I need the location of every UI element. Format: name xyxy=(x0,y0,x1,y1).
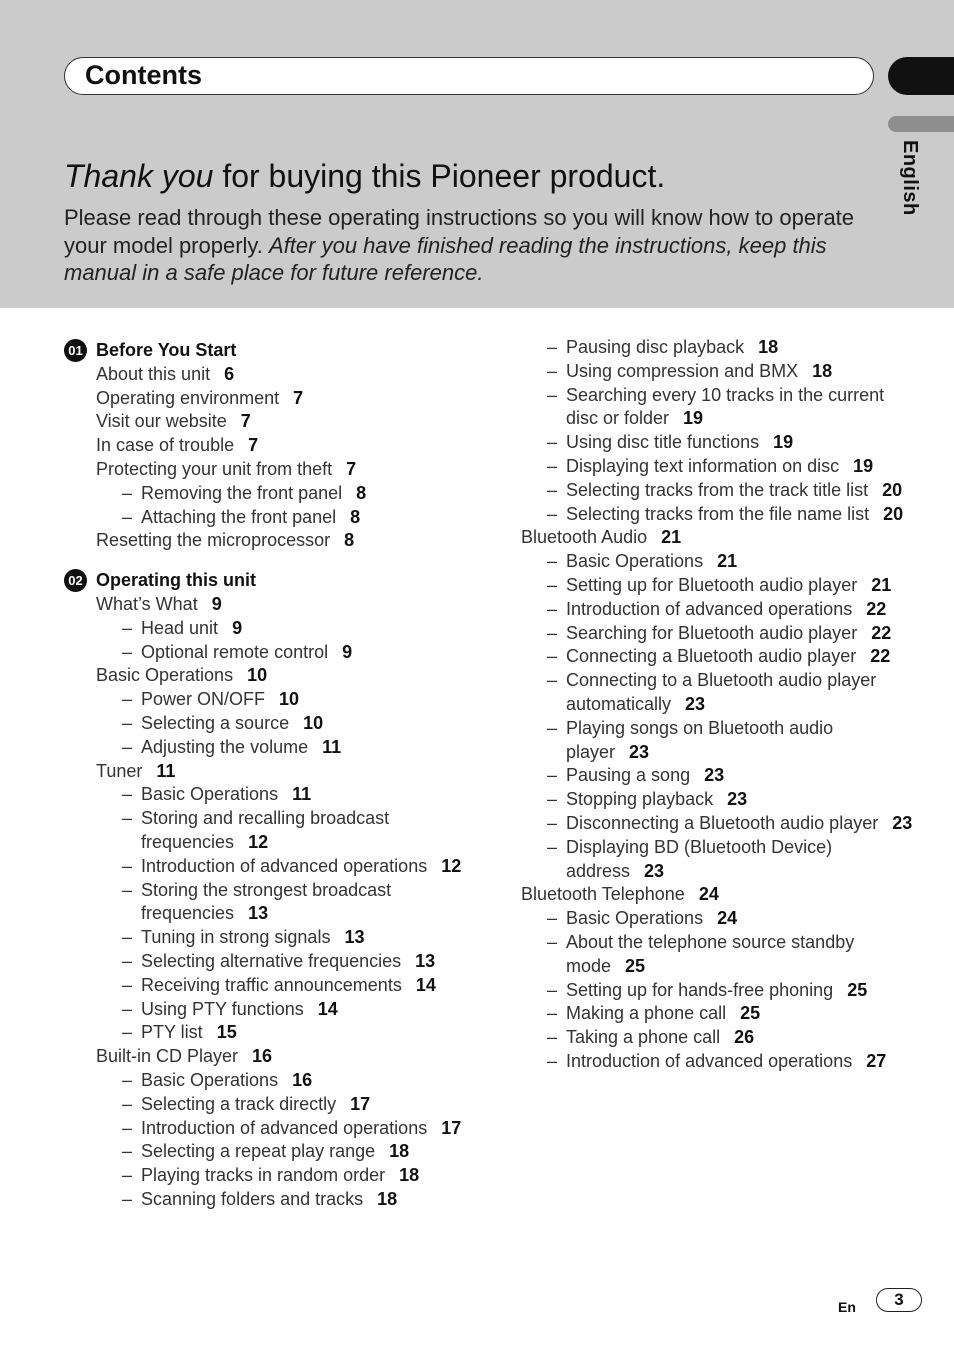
toc-entry[interactable] xyxy=(96,458,516,482)
toc-entry-title: Bluetooth Audio xyxy=(521,527,648,548)
toc-dash: – xyxy=(547,717,558,738)
toc-entry-title: Playing tracks in random order xyxy=(141,1165,386,1186)
toc-page-number: 11 xyxy=(322,736,342,757)
toc-page-number: 19 xyxy=(773,432,794,453)
toc-page-number: 16 xyxy=(252,1046,273,1067)
toc-dash: – xyxy=(122,482,133,503)
toc-entry[interactable] xyxy=(96,760,516,784)
toc-entry-title: Adjusting the volume xyxy=(141,736,309,757)
toc-entry-title: Selecting alternative frequencies xyxy=(141,950,402,971)
toc-dash: – xyxy=(122,998,133,1019)
toc-column-left xyxy=(68,339,516,1212)
toc-dash: – xyxy=(547,384,558,405)
toc-entry[interactable] xyxy=(96,410,516,434)
toc-column-right xyxy=(521,336,921,1074)
toc-page-number: 10 xyxy=(279,689,300,710)
toc-page-number: 26 xyxy=(734,1027,755,1048)
toc-entry[interactable] xyxy=(521,526,921,550)
language-label: English xyxy=(899,140,921,216)
toc-dash: – xyxy=(122,1141,133,1162)
toc-page-number: 25 xyxy=(847,979,868,1000)
toc-page-number: 18 xyxy=(377,1188,398,1209)
toc-dash: – xyxy=(122,974,133,995)
toc-entry[interactable] xyxy=(96,363,516,387)
toc-page-number: 10 xyxy=(247,665,268,686)
toc-page-number: 8 xyxy=(356,482,367,503)
toc-entry[interactable] xyxy=(521,360,921,384)
toc-entry-title: Introduction of advanced operations xyxy=(141,1117,428,1138)
toc-page-number: 23 xyxy=(685,693,706,714)
toc-entry[interactable] xyxy=(521,907,921,931)
toc-entry[interactable] xyxy=(521,503,921,527)
toc-dash: – xyxy=(547,670,558,691)
page-headline xyxy=(64,158,665,195)
toc-entry-title: Searching every 10 tracks in the current disc or folder xyxy=(566,384,885,429)
toc-dash: – xyxy=(547,979,558,1000)
toc-entry[interactable] xyxy=(521,836,921,884)
toc-dash: – xyxy=(122,617,133,638)
toc-entry-title: Operating environment xyxy=(96,387,280,408)
toc-entry[interactable] xyxy=(96,1117,516,1141)
headline-emphasis: Thank you xyxy=(64,158,214,194)
toc-page-number: 9 xyxy=(211,593,222,614)
toc-page-number: 14 xyxy=(415,974,436,995)
toc-entry[interactable] xyxy=(96,736,516,760)
toc-entry-title: Using compression and BMX xyxy=(566,360,799,381)
toc-entry-title: Introduction of advanced operations xyxy=(141,855,428,876)
toc-page-number: 20 xyxy=(882,479,903,500)
toc-entry[interactable] xyxy=(96,593,516,617)
toc-entry[interactable] xyxy=(96,879,516,927)
toc-entry[interactable] xyxy=(96,998,516,1022)
toc-page-number: 21 xyxy=(717,551,738,572)
toc-entry[interactable] xyxy=(521,812,921,836)
contents-title: Contents xyxy=(85,60,202,90)
toc-dash: – xyxy=(122,950,133,971)
toc-entry[interactable] xyxy=(96,1140,516,1164)
toc-entry-title: About this unit xyxy=(96,363,211,384)
toc-dash: – xyxy=(122,1188,133,1209)
toc-page-number: 13 xyxy=(344,927,365,948)
toc-dash: – xyxy=(547,1003,558,1024)
toc-entry[interactable] xyxy=(521,455,921,479)
toc-page-number: 24 xyxy=(717,908,738,929)
page-number: 3 xyxy=(876,1288,922,1312)
toc-page-number: 17 xyxy=(441,1117,462,1138)
toc-page-number: 23 xyxy=(704,765,725,786)
toc-page-number: 23 xyxy=(892,812,913,833)
toc-entry-title: Basic Operations xyxy=(96,665,234,686)
toc-page-number: 18 xyxy=(389,1141,410,1162)
toc-dash: – xyxy=(547,646,558,667)
toc-entry[interactable] xyxy=(96,434,516,458)
toc-page-number: 25 xyxy=(625,955,646,976)
toc-page-number: 11 xyxy=(156,760,176,781)
toc-entry-title: Storing and recalling broadcast frequencies xyxy=(141,808,390,852)
toc-page-number: 25 xyxy=(740,1003,761,1024)
toc-entry[interactable] xyxy=(96,482,516,506)
toc-page-number: 22 xyxy=(866,598,887,619)
toc-entry[interactable] xyxy=(96,926,516,950)
toc-entry[interactable] xyxy=(521,598,921,622)
toc-entry-title: Basic Operations xyxy=(566,551,704,572)
toc-entry-title: Protecting your unit from theft xyxy=(96,458,333,479)
contents-header xyxy=(64,57,874,95)
toc-entry[interactable] xyxy=(521,1002,921,1026)
toc-dash: – xyxy=(547,812,558,833)
toc-gap xyxy=(96,553,516,569)
toc-entry[interactable] xyxy=(521,622,921,646)
toc-page-number: 18 xyxy=(812,360,833,381)
toc-dash: – xyxy=(547,622,558,643)
toc-entry[interactable] xyxy=(521,979,921,1003)
toc-entry[interactable] xyxy=(96,1164,516,1188)
toc-entry-title: Optional remote control xyxy=(141,641,329,662)
intro-emphasis: After you have finished reading the instructions, keep this manual in a safe place for future reference. xyxy=(64,232,827,285)
section-number-badge: 01 xyxy=(64,339,87,362)
toc-dash: – xyxy=(122,1069,133,1090)
toc-entry[interactable] xyxy=(96,387,516,411)
toc-entry-title: Connecting a Bluetooth audio player xyxy=(566,646,857,667)
intro-plain: Please read through these operating instructions so you will know how to operate your model properly. xyxy=(64,205,855,258)
toc-entry[interactable] xyxy=(96,950,516,974)
toc-entry-title: Setting up for hands-free phoning xyxy=(566,979,834,1000)
toc-entry[interactable] xyxy=(521,1050,921,1074)
toc-entry[interactable] xyxy=(96,855,516,879)
toc-entry-title: Tuning in strong signals xyxy=(141,927,331,948)
toc-page-number: 9 xyxy=(232,617,243,638)
toc-dash: – xyxy=(547,503,558,524)
toc-entry-title: Storing the strongest broadcast frequencies xyxy=(141,879,392,924)
toc-entry[interactable] xyxy=(521,550,921,574)
toc-entry[interactable] xyxy=(521,931,921,979)
footer-language-code: En xyxy=(838,1299,856,1315)
toc-entry[interactable] xyxy=(521,431,921,455)
headline-rest: for buying this Pioneer product. xyxy=(213,158,666,194)
section-tab-marker xyxy=(888,57,954,95)
toc-page-number: 19 xyxy=(853,455,874,476)
toc-page-number: 23 xyxy=(629,741,650,762)
toc-page-number: 23 xyxy=(727,789,748,810)
toc-entry[interactable] xyxy=(96,664,516,688)
toc-entry-title: Introduction of advanced operations xyxy=(566,598,853,619)
toc-dash: – xyxy=(122,641,133,662)
toc-entry[interactable] xyxy=(96,506,516,530)
toc-entry-title: Basic Operations xyxy=(566,908,704,929)
toc-page-number: 8 xyxy=(344,530,355,551)
toc-page-number: 7 xyxy=(293,387,304,408)
toc-entry[interactable] xyxy=(521,669,921,717)
toc-entry[interactable] xyxy=(96,641,516,665)
toc-dash: – xyxy=(547,1050,558,1071)
toc-page-number: 8 xyxy=(350,506,361,527)
language-tab-marker xyxy=(888,116,954,132)
toc-dash: – xyxy=(122,784,133,805)
toc-entry[interactable] xyxy=(96,1021,516,1045)
toc-entry[interactable] xyxy=(96,1093,516,1117)
toc-page-number: 20 xyxy=(883,503,904,524)
toc-entry-title: Resetting the microprocessor xyxy=(96,530,331,551)
toc-entry[interactable] xyxy=(521,479,921,503)
toc-entry-title: Operating this unit xyxy=(96,570,256,591)
toc-entry[interactable] xyxy=(521,883,921,907)
toc-entry-title: Head unit xyxy=(141,617,219,638)
toc-entry-title: Basic Operations xyxy=(141,784,279,805)
toc-page-number: 21 xyxy=(871,574,892,595)
toc-dash: – xyxy=(122,1165,133,1186)
toc-entry-title: Selecting a track directly xyxy=(141,1093,337,1114)
toc-entry[interactable] xyxy=(96,1069,516,1093)
toc-entry[interactable] xyxy=(521,645,921,669)
toc-dash: – xyxy=(122,689,133,710)
toc-page-number: 22 xyxy=(871,622,892,643)
toc-entry-title: In case of trouble xyxy=(96,435,235,456)
intro-paragraph xyxy=(64,204,884,287)
toc-dash: – xyxy=(547,432,558,453)
toc-entry[interactable] xyxy=(96,712,516,736)
toc-page-number: 12 xyxy=(441,855,462,876)
toc-entry-title: Displaying BD (Bluetooth Device) address xyxy=(566,836,833,881)
toc-entry-title: Scanning folders and tracks xyxy=(141,1188,364,1209)
toc-entry-title: Receiving traffic announcements xyxy=(141,974,402,995)
toc-page-number: 27 xyxy=(866,1050,887,1071)
toc-entry[interactable] xyxy=(96,974,516,998)
toc-entry[interactable] xyxy=(96,688,516,712)
toc-entry-title: Taking a phone call xyxy=(566,1027,721,1048)
toc-entry[interactable] xyxy=(521,1026,921,1050)
toc-page-number: 19 xyxy=(683,408,704,429)
toc-dash: – xyxy=(122,1117,133,1138)
toc-page-number: 11 xyxy=(292,784,312,805)
toc-entry-title: Pausing a song xyxy=(566,765,691,786)
toc-page-number: 13 xyxy=(415,950,436,971)
toc-dash: – xyxy=(547,908,558,929)
toc-entry-title: Bluetooth Telephone xyxy=(521,884,685,905)
toc-dash: – xyxy=(547,574,558,595)
toc-entry[interactable] xyxy=(521,336,921,360)
toc-entry[interactable] xyxy=(521,574,921,598)
toc-page-number: 15 xyxy=(216,1022,237,1043)
toc-dash: – xyxy=(122,736,133,757)
toc-page-number: 17 xyxy=(350,1093,371,1114)
toc-entry-title: About the telephone source standby mode xyxy=(566,931,855,976)
toc-dash: – xyxy=(547,836,558,857)
toc-entry[interactable] xyxy=(96,529,516,553)
toc-entry-title: Connecting to a Bluetooth audio player automatically xyxy=(566,670,877,714)
toc-entry-title: Displaying text information on disc xyxy=(566,455,840,476)
toc-page-number: 7 xyxy=(240,411,251,432)
toc-entry[interactable] xyxy=(96,617,516,641)
toc-page-number: 10 xyxy=(303,712,324,733)
toc-entry[interactable] xyxy=(96,1188,516,1212)
toc-entry[interactable] xyxy=(96,1045,516,1069)
toc-entry-title: Using PTY functions xyxy=(141,998,304,1019)
toc-page-number: 7 xyxy=(346,458,357,479)
toc-entry-title: Disconnecting a Bluetooth audio player xyxy=(566,812,879,833)
toc-entry[interactable] xyxy=(521,384,921,432)
toc-page-number: 23 xyxy=(644,860,665,881)
toc-entry[interactable] xyxy=(521,764,921,788)
toc-dash: – xyxy=(122,506,133,527)
toc-dash: – xyxy=(547,551,558,572)
toc-entry-title: Power ON/OFF xyxy=(141,689,266,710)
toc-entry-title: Selecting tracks from the file name list xyxy=(566,503,870,524)
toc-entry-title: Built-in CD Player xyxy=(96,1046,239,1067)
toc-page-number: 9 xyxy=(342,641,353,662)
toc-dash: – xyxy=(547,337,558,357)
toc-entry[interactable] xyxy=(521,788,921,812)
toc-entry-title: Playing songs on Bluetooth audio player xyxy=(566,717,834,762)
toc-entry-title: What’s What xyxy=(96,593,198,614)
toc-dash: – xyxy=(122,879,133,900)
toc-dash: – xyxy=(547,789,558,810)
toc-page-number: 7 xyxy=(248,435,259,456)
toc-entry[interactable] xyxy=(521,717,921,765)
toc-entry-title: Basic Operations xyxy=(141,1069,279,1090)
toc-page-number: 14 xyxy=(317,998,338,1019)
toc-dash: – xyxy=(122,1093,133,1114)
toc-entry-title: Introduction of advanced operations xyxy=(566,1050,853,1071)
toc-entry-title: Stopping playback xyxy=(566,789,714,810)
toc-entry-title: Selecting tracks from the track title list xyxy=(566,479,869,500)
toc-dash: – xyxy=(547,765,558,786)
toc-section-heading[interactable] xyxy=(68,569,516,593)
toc-dash: – xyxy=(547,360,558,381)
toc-entry-title: Pausing disc playback xyxy=(566,337,745,357)
toc-page-number: 6 xyxy=(224,363,235,384)
toc-page-number: 18 xyxy=(758,337,779,357)
toc-dash: – xyxy=(547,1027,558,1048)
toc-page-number: 18 xyxy=(399,1165,420,1186)
toc-page-number: 21 xyxy=(661,527,682,548)
toc-dash: – xyxy=(122,855,133,876)
toc-entry-title: Tuner xyxy=(96,760,143,781)
toc-entry[interactable] xyxy=(96,783,516,807)
toc-entry-title: Searching for Bluetooth audio player xyxy=(566,622,858,643)
toc-page-number: 13 xyxy=(248,903,269,924)
toc-entry-title: PTY list xyxy=(141,1022,203,1043)
toc-entry-title: Making a phone call xyxy=(566,1003,727,1024)
toc-dash: – xyxy=(122,927,133,948)
toc-entry-title: Before You Start xyxy=(96,340,237,360)
toc-entry-title: Using disc title functions xyxy=(566,432,760,453)
toc-section-heading[interactable] xyxy=(68,339,516,363)
toc-entry-title: Attaching the front panel xyxy=(141,506,337,527)
toc-dash: – xyxy=(547,931,558,952)
toc-entry-title: Visit our website xyxy=(96,411,227,432)
toc-page-number: 24 xyxy=(698,884,719,905)
toc-dash: – xyxy=(547,479,558,500)
toc-entry-title: Selecting a repeat play range xyxy=(141,1141,376,1162)
toc-dash: – xyxy=(122,712,133,733)
toc-entry-title: Setting up for Bluetooth audio player xyxy=(566,574,858,595)
toc-page-number: 12 xyxy=(248,831,269,852)
toc-entry-title: Removing the front panel xyxy=(141,482,343,503)
toc-dash: – xyxy=(547,455,558,476)
toc-entry[interactable] xyxy=(96,807,516,855)
toc-entry-title: Selecting a source xyxy=(141,712,290,733)
toc-page-number: 22 xyxy=(870,646,891,667)
toc-dash: – xyxy=(122,808,133,829)
section-number-badge: 02 xyxy=(64,569,87,592)
toc-page-number: 16 xyxy=(292,1069,313,1090)
toc-dash: – xyxy=(547,598,558,619)
toc-dash: – xyxy=(122,1022,133,1043)
